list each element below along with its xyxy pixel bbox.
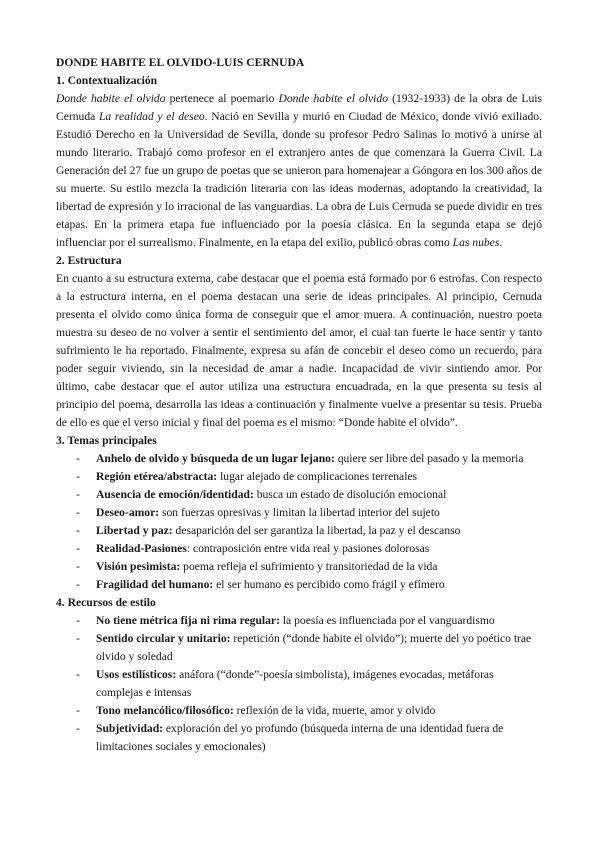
italic-las-nubes: Las nubes [452, 236, 500, 249]
item-desc: el ser humano es percibido como frágil y efímero [213, 578, 445, 591]
heading-contextualizacion: 1. Contextualización [56, 74, 158, 87]
item-desc: exploración del yo profundo (búsqueda interna de una identidad fuera de limitaciones sociales y emocionales) [96, 722, 504, 753]
item-term: Libertad y paz: [96, 524, 173, 537]
list-item [56, 540, 542, 558]
item-term: Realidad-Pasiones [96, 542, 187, 555]
item-desc: son fuerzas opresivas y limitan la libertad interior del sujeto [159, 506, 440, 519]
dash-bullet: - [76, 470, 80, 483]
text-run: (1932-1933) de la obra de Luis Cernuda [56, 92, 542, 123]
italic-work-title: La realidad y el deseo [98, 110, 205, 123]
item-desc: lugar alejado de complicaciones terrenales [217, 470, 418, 483]
item-desc: desaparición del ser garantiza la libertad, la paz y el descanso [172, 524, 461, 537]
item-term: Sentido circular y unitario: [96, 632, 231, 645]
text-run: pertenece al poemario [165, 92, 279, 105]
item-term: Región etérea/abstracta: [96, 470, 218, 483]
list-item [56, 468, 542, 486]
dash-bullet: - [76, 704, 80, 717]
item-desc: : contraposición entre vida real y pasiones dolorosas [186, 542, 430, 555]
list-item [56, 522, 542, 540]
italic-poem-title: Donde habite el olvido [56, 92, 166, 105]
item-desc: busca un estado de disolución emocional [253, 488, 447, 501]
item-term: No tiene métrica fija ni rima regular: [96, 614, 280, 627]
dash-bullet: - [76, 578, 80, 591]
temas-list [56, 450, 542, 594]
item-desc: poema refleja el sufrimiento y transitoriedad de la vida [180, 560, 438, 573]
list-item [56, 558, 542, 576]
list-item [56, 720, 542, 756]
heading-estructura: 2. Estructura [56, 254, 122, 267]
list-item [56, 630, 542, 666]
list-item [56, 612, 542, 630]
text-run: . Nació en Sevilla y murió en Ciudad de México, donde vivió exiliado. Estudió Derecho en la Universidad de Sevilla, donde su profesor Pedro Salinas lo motivó a unirse al mundo literario. Trabajó como profesor en el extranjero antes de que comenzara la Guerra Civil. La Generación del 27 fue un grupo de poetas que se unieron para homenajear a Góngora en los 300 años de su muerte. Su estilo mezcla la tradición literaria con las ideas modernas, adoptando la creatividad, la libertad de expresión y lo irracional de las vanguardias. La obra de Luis Cernuda se puede dividir en tres etapas. En la primera etapa fue influenciado por la poesía clásica. En la segunda etapa se dejó influenciar por el surrealismo. Finalmente, en la etapa del exilio, publicó obras como [56, 110, 542, 249]
dash-bullet: - [76, 452, 80, 465]
item-term: Ausencia de emoción/identidad: [96, 488, 254, 501]
item-term: Fragilidad del humano: [96, 578, 214, 591]
dash-bullet: - [76, 488, 80, 501]
item-desc: repetición (“donde habite el olvido”); muerte del yo poético trae olvido y soledad [96, 632, 532, 663]
list-item [56, 450, 542, 468]
dash-bullet: - [76, 506, 80, 519]
item-desc: la poesía es influenciada por el vanguardismo [279, 614, 495, 627]
dash-bullet: - [76, 668, 80, 681]
item-term: Visión pesimista: [96, 560, 181, 573]
item-term: Subjetividad: [96, 722, 164, 735]
heading-temas: 3. Temas principales [56, 434, 157, 447]
recursos-list [56, 612, 542, 756]
dash-bullet: - [76, 542, 80, 555]
list-item [56, 486, 542, 504]
italic-collection-title: Donde habite el olvido [278, 92, 388, 105]
dash-bullet: - [76, 614, 80, 627]
document-title: DONDE HABITE EL OLVIDO-LUIS CERNUDA [56, 56, 305, 69]
dash-bullet: - [76, 524, 80, 537]
item-term: Deseo-amor: [96, 506, 160, 519]
paragraph-contextualizacion [56, 90, 542, 252]
item-desc: quiere ser libre del pasado y la memoria [334, 452, 524, 465]
dash-bullet: - [76, 632, 80, 645]
item-desc: anáfora (“donde”-poesía simbolista), imágenes evocadas, metáforas complejas e intensas [96, 668, 494, 699]
list-item [56, 666, 542, 702]
item-desc: reflexión de la vida, muerte, amor y olvido [233, 704, 436, 717]
heading-recursos: 4. Recursos de estilo [56, 596, 156, 609]
item-term: Usos estilísticos: [96, 668, 177, 681]
dash-bullet: - [76, 560, 80, 573]
dash-bullet: - [76, 722, 80, 735]
item-term: Anhelo de olvido y búsqueda de un lugar lejano: [96, 452, 335, 465]
list-item [56, 504, 542, 522]
document-page [56, 54, 542, 756]
text-run: . [499, 236, 503, 249]
item-term: Tono melancólico/filosófico: [96, 704, 234, 717]
list-item [56, 702, 542, 720]
paragraph-estructura: En cuanto a su estructura externa, cabe destacar que el poema está formado por 6 estrofas. Con respecto a la estructura interna, en el poema destacan una serie de ideas principales. Al principio, Cernuda presenta el olvido como única forma de conseguir que el amor muera. A continuación, nuestro poeta muestra su deseo de no volver a sentir el sentimiento del amor, el cual tan fuerte le hace sentir y tanto sufrimiento le ha reportado. Finalmente, expresa su afán de concebir el deseo como un recuerdo, para poder seguir viviendo, sin la necesidad de amar a nadie. Incapacidad de vivir sintiendo amor. Por último, cabe destacar que el autor utiliza una estructura encuadrada, en la que presenta su tesis al principio del poema, desarrolla las ideas a continuación y finalmente vuelve a presentar su tesis. Prueba de ello es que el verso inicial y final del poema es el mismo: “Donde habite el olvido”. [56, 272, 542, 429]
list-item [56, 576, 542, 594]
